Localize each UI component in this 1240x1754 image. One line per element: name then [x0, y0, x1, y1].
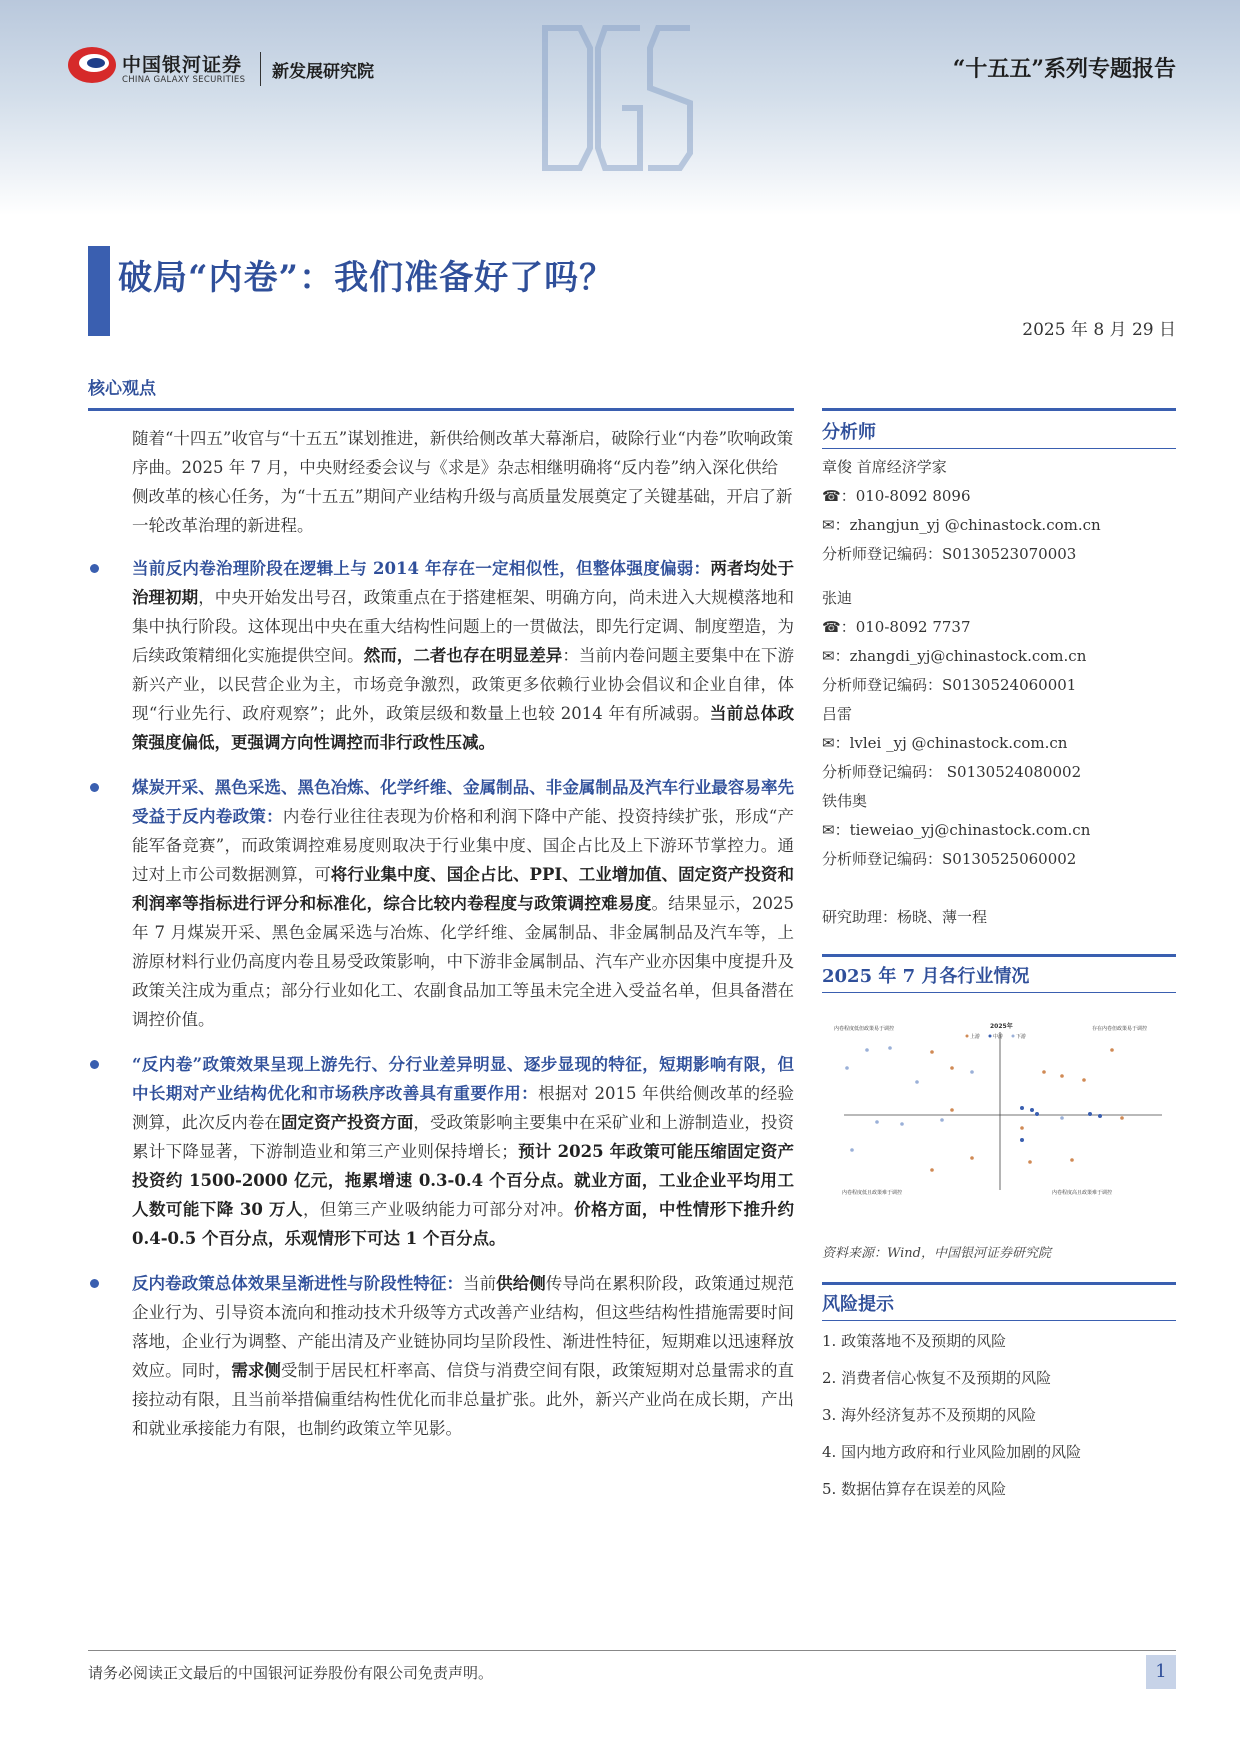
report-date: 2025 年 8 月 29 日: [1022, 320, 1176, 340]
scatter-point: [1030, 1108, 1034, 1112]
core-views-body: [88, 424, 794, 1459]
bullet-lead: 反内卷政策总体效果呈渐进性与阶段性特征：: [132, 1274, 464, 1293]
legend-downstream: 下游: [1016, 1034, 1027, 1040]
risk-heading: 风险提示: [822, 1294, 894, 1315]
legend-midstream-icon: [989, 1035, 992, 1038]
email-address[interactable]: lvlei _yj @chinastock.com.cn: [849, 734, 1068, 752]
legend-upstream: 上游: [970, 1034, 981, 1040]
phone-number: 010-8092 8096: [855, 487, 971, 505]
legend-upstream-icon: [966, 1035, 969, 1038]
quadrant-label-br: 内卷程度高且政策难于调控: [1052, 1190, 1113, 1196]
envelope-icon: ✉: [822, 734, 835, 752]
intro-paragraph: 随着“十四五”收官与“十五五”谋划推进，新供给侧改革大幕渐启，破除行业“内卷”吹响政策序曲。2025 年 7 月，中央财经委会议与《求是》杂志相继明确将“反内卷”纳入深化供给侧改革的核心任务，为“十五五”期间产业结构升级与高质量发展奠定了关键基础，开启了新一轮改革治理的新进程。: [132, 429, 794, 535]
scatter-point: [1020, 1126, 1024, 1130]
quadrant-label-bl: 内卷程度低且政策难于调控: [842, 1190, 903, 1196]
risk-item: 4. 国内地方政府和行业风险加剧的风险: [822, 1443, 1082, 1461]
body-text: 根据对 2015 年供给侧改革的经验测算，此次反内卷在: [132, 1084, 795, 1132]
scatter-point: [850, 1148, 854, 1152]
analyst-2-name: 张迪: [822, 589, 853, 607]
bullet-dot-icon: [90, 564, 99, 573]
analyst-1-name: 章俊 首席经济学家: [822, 458, 947, 476]
quadrant-label-tr: 存在内卷但政策易于调控: [1092, 1026, 1148, 1032]
bold-text: 供给侧: [496, 1274, 546, 1293]
bullet-dot-icon: [90, 783, 99, 792]
risk-item: 3. 海外经济复苏不及预期的风险: [822, 1406, 1037, 1424]
logo-en-text: CHINA GALAXY SECURITIES: [122, 75, 246, 85]
industry-heading: 2025 年 7 月各行业情况: [822, 966, 1030, 987]
risk-item: 1. 政策落地不及预期的风险: [822, 1332, 1007, 1350]
page-number: 1: [1146, 1655, 1176, 1689]
risk-item: 5. 数据估算存在误差的风险: [822, 1480, 1007, 1498]
bullet-point-3: [88, 1050, 794, 1253]
bold-text: 固定资产投资方面: [280, 1113, 414, 1132]
legend-downstream-icon: [1012, 1035, 1015, 1038]
report-series: “十五五”系列专题报告: [952, 56, 1176, 82]
logo-cn-text: 中国银河证券: [122, 54, 243, 76]
phone-icon: ☎: [822, 487, 841, 505]
analyst-heading: 分析师: [822, 422, 876, 443]
scatter-point: [1035, 1112, 1039, 1116]
bullet-dot-icon: [90, 1060, 99, 1069]
scatter-point: [865, 1048, 869, 1052]
envelope-icon: ✉: [822, 516, 835, 534]
analyst-4-code: 分析师登记编码：S0130525060002: [822, 850, 1077, 868]
title-accent-bar: [88, 246, 110, 336]
scatter-point: [1042, 1070, 1046, 1074]
bold-text: 预计 2025 年政策可能压缩固定资产投资约 1500-2000 亿元，拖累增速 0.3-0.4 个百分点。就业方面，工业企业平均用工人数可能下降 30 万人: [132, 1142, 794, 1219]
bullet-lead: 当前反内卷治理阶段在逻辑上与 2014 年存在一定相似性，但整体强度偏弱：: [132, 559, 711, 578]
bgs-watermark-icon: [540, 8, 700, 208]
report-title: 破局“内卷”：我们准备好了吗？: [118, 258, 615, 298]
scatter-point: [1120, 1116, 1124, 1120]
footer-disclaimer: 请务必阅读正文最后的中国银河证券股份有限公司免责声明。: [88, 1664, 494, 1682]
industry-scatter-chart: [822, 1010, 1176, 1210]
risk-item: 2. 消费者信心恢复不及预期的风险: [822, 1369, 1052, 1387]
analyst-top-divider: [822, 408, 1176, 411]
industry-head-divider: [822, 992, 1176, 993]
analyst-1-code: 分析师登记编码：S0130523070003: [822, 545, 1077, 563]
quadrant-label-tl: 内卷程度低但政策易于调控: [834, 1026, 895, 1032]
analyst-2-code: 分析师登记编码：S0130524060001: [822, 676, 1077, 694]
risk-head-divider: [822, 1320, 1176, 1321]
research-assistants: 研究助理：杨晓、薄一程: [822, 908, 988, 926]
analyst-4-email[interactable]: ✉：tieweiao_yj@chinastock.com.cn: [822, 821, 1091, 839]
scatter-point: [1020, 1106, 1024, 1110]
bullet-lead: “反内卷”政策效果呈现上游先行、分行业差异明显、逐步显现的特征，短期影响有限，但中长期对产业结构优化和市场秩序改善具有重要作用：: [132, 1055, 794, 1103]
scatter-point: [1110, 1048, 1114, 1052]
bullet-lead: 煤炭开采、黑色采选、黑色冶炼、化学纤维、金属制品、非金属制品及汽车行业最容易率先受益于反内卷政策：: [132, 778, 794, 826]
bold-text: 然而，二者也存在明显差异: [363, 646, 563, 665]
email-address[interactable]: tieweiao_yj@chinastock.com.cn: [849, 821, 1091, 839]
body-text: ，受政策影响主要集中在采矿业和上游制造业，投资累计下降显著，下游制造业和第三产业则保持增长；: [132, 1113, 795, 1161]
institute-name: 新发展研究院: [272, 62, 374, 82]
scatter-point: [970, 1070, 974, 1074]
envelope-icon: ✉: [822, 647, 835, 665]
analyst-4-name: 铁伟奥: [822, 792, 868, 810]
body-text: ，但第三产业吸纳能力可部分对冲。: [302, 1200, 575, 1219]
scatter-point: [1098, 1114, 1102, 1118]
bold-text: 当前总体政策强度偏低，更强调方向性调控而非行政性压减。: [132, 704, 794, 752]
scatter-point: [1088, 1112, 1092, 1116]
scatter-point: [1028, 1160, 1032, 1164]
scatter-point: [875, 1120, 879, 1124]
scatter-point: [970, 1156, 974, 1160]
scatter-point: [1020, 1138, 1024, 1142]
scatter-point: [950, 1108, 954, 1112]
phone-number: 010-8092 7737: [855, 618, 971, 636]
chart-title: 2025年: [990, 1023, 1013, 1030]
scatter-point: [930, 1050, 934, 1054]
body-text: 。结果显示，2025 年 7 月煤炭开采、黑色金属采选与冶炼、化学纤维、金属制品、非金属制品及汽车等，上游原材料行业仍高度内卷且易受政策影响，中下游非金属制品、汽车产业亦因集中度提升及政策关注成为重点；部分行业如化工、农副食品加工等虽未完全进入受益名单，但具备潜在调控价值。: [132, 894, 795, 1029]
risk-top-divider: [822, 1282, 1176, 1285]
body-text: 当前: [463, 1274, 497, 1293]
galaxy-logo-icon: [66, 44, 118, 86]
footer-divider: [88, 1650, 1176, 1651]
bullet-dot-icon: [90, 1279, 99, 1288]
scatter-point: [1060, 1116, 1064, 1120]
scatter-point: [1070, 1158, 1074, 1162]
core-views-heading: 核心观点: [88, 379, 156, 399]
scatter-point: [1082, 1078, 1086, 1082]
bold-text: 需求侧: [231, 1361, 281, 1380]
analyst-2-email[interactable]: ✉：zhangdi_yj@chinastock.com.cn: [822, 647, 1087, 665]
analyst-1-email[interactable]: ✉：zhangjun_yj @chinastock.com.cn: [822, 516, 1101, 534]
body-text: 传导尚在累积阶段，政策通过规范企业行为、引导资本流向和推动技术升级等方式改善产业结构，但这些结构性措施需要时间落地，企业行为调整、产能出清及产业链协同均呈阶段性、渐进性特征，短期难以迅速释放效应。同时，: [132, 1274, 795, 1380]
core-views-divider: [88, 408, 794, 411]
body-text: 受制于居民杠杆率高、信贷与消费空间有限，政策短期对总量需求的直接拉动有限，且当前举措偏重结构性优化而非总量扩张。此外，新兴产业尚在成长期，产出和就业承接能力有限，也制约政策立竿见影。: [132, 1361, 795, 1438]
scatter-point: [930, 1168, 934, 1172]
analyst-2-phone: ☎：010-8092 7737: [822, 618, 971, 636]
bold-text: 价格方面，中性情形下推升约 0.4-0.5 个百分点，乐观情形下可达 1 个百分点。: [132, 1200, 795, 1248]
analyst-1-phone: ☎：010-8092 8096: [822, 487, 971, 505]
scatter-point: [915, 1080, 919, 1084]
body-text: ，中央开始发出号召，政策重点在于搭建框架、明确方向，尚未进入大规模落地和集中执行阶段。这体现出中央在重大结构性问题上的一贯做法，即先行定调、制度塑造，为后续政策精细化实施提供空间。: [132, 588, 795, 665]
bold-text: 将行业集中度、国企占比、PPI、工业增加值、固定资产投资和利润率等指标进行评分和标准化，综合比较内卷程度与政策调控难易度: [132, 865, 794, 913]
scatter-point: [900, 1122, 904, 1126]
bullet-point-4: [88, 1269, 794, 1443]
bold-text: 两者均处于治理初期: [132, 559, 795, 607]
body-text: ：当前内卷问题主要集中在下游新兴产业，以民营企业为主，市场竞争激烈，政策更多依赖行业协会倡议和企业自律，体现“行业先行、政府观察”；此外，政策层级和数量上也较 2014 年有所减弱。: [132, 646, 795, 723]
scatter-point: [940, 1118, 944, 1122]
email-address[interactable]: zhangdi_yj@chinastock.com.cn: [849, 647, 1087, 665]
envelope-icon: ✉: [822, 821, 835, 839]
bullet-point-2: [88, 773, 794, 1034]
bullet-point-1: [88, 554, 794, 757]
scatter-point: [950, 1066, 954, 1070]
legend-midstream: 中游: [993, 1034, 1004, 1040]
analyst-3-code: 分析师登记编码： S0130524080002: [822, 763, 1082, 781]
scatter-point: [888, 1046, 892, 1050]
phone-icon: ☎: [822, 618, 841, 636]
email-address[interactable]: zhangjun_yj @chinastock.com.cn: [849, 516, 1101, 534]
scatter-point: [845, 1066, 849, 1070]
scatter-point: [1060, 1074, 1064, 1078]
industry-top-divider: [822, 954, 1176, 957]
chart-source: 资料来源：Wind，中国银河证券研究院: [822, 1246, 1051, 1261]
analyst-3-email[interactable]: ✉：lvlei _yj @chinastock.com.cn: [822, 734, 1068, 752]
analyst-3-name: 吕雷: [822, 705, 853, 723]
analyst-head-divider: [822, 448, 1176, 449]
logo-separator: [260, 52, 261, 86]
body-text: 内卷行业往往表现为价格和利润下降中产能、投资持续扩张，形成“产能军备竞赛”，而政策调控难易度则取决于行业集中度、国企占比及上下游环节掌控力。通过对上市公司数据测算，可: [132, 807, 795, 884]
